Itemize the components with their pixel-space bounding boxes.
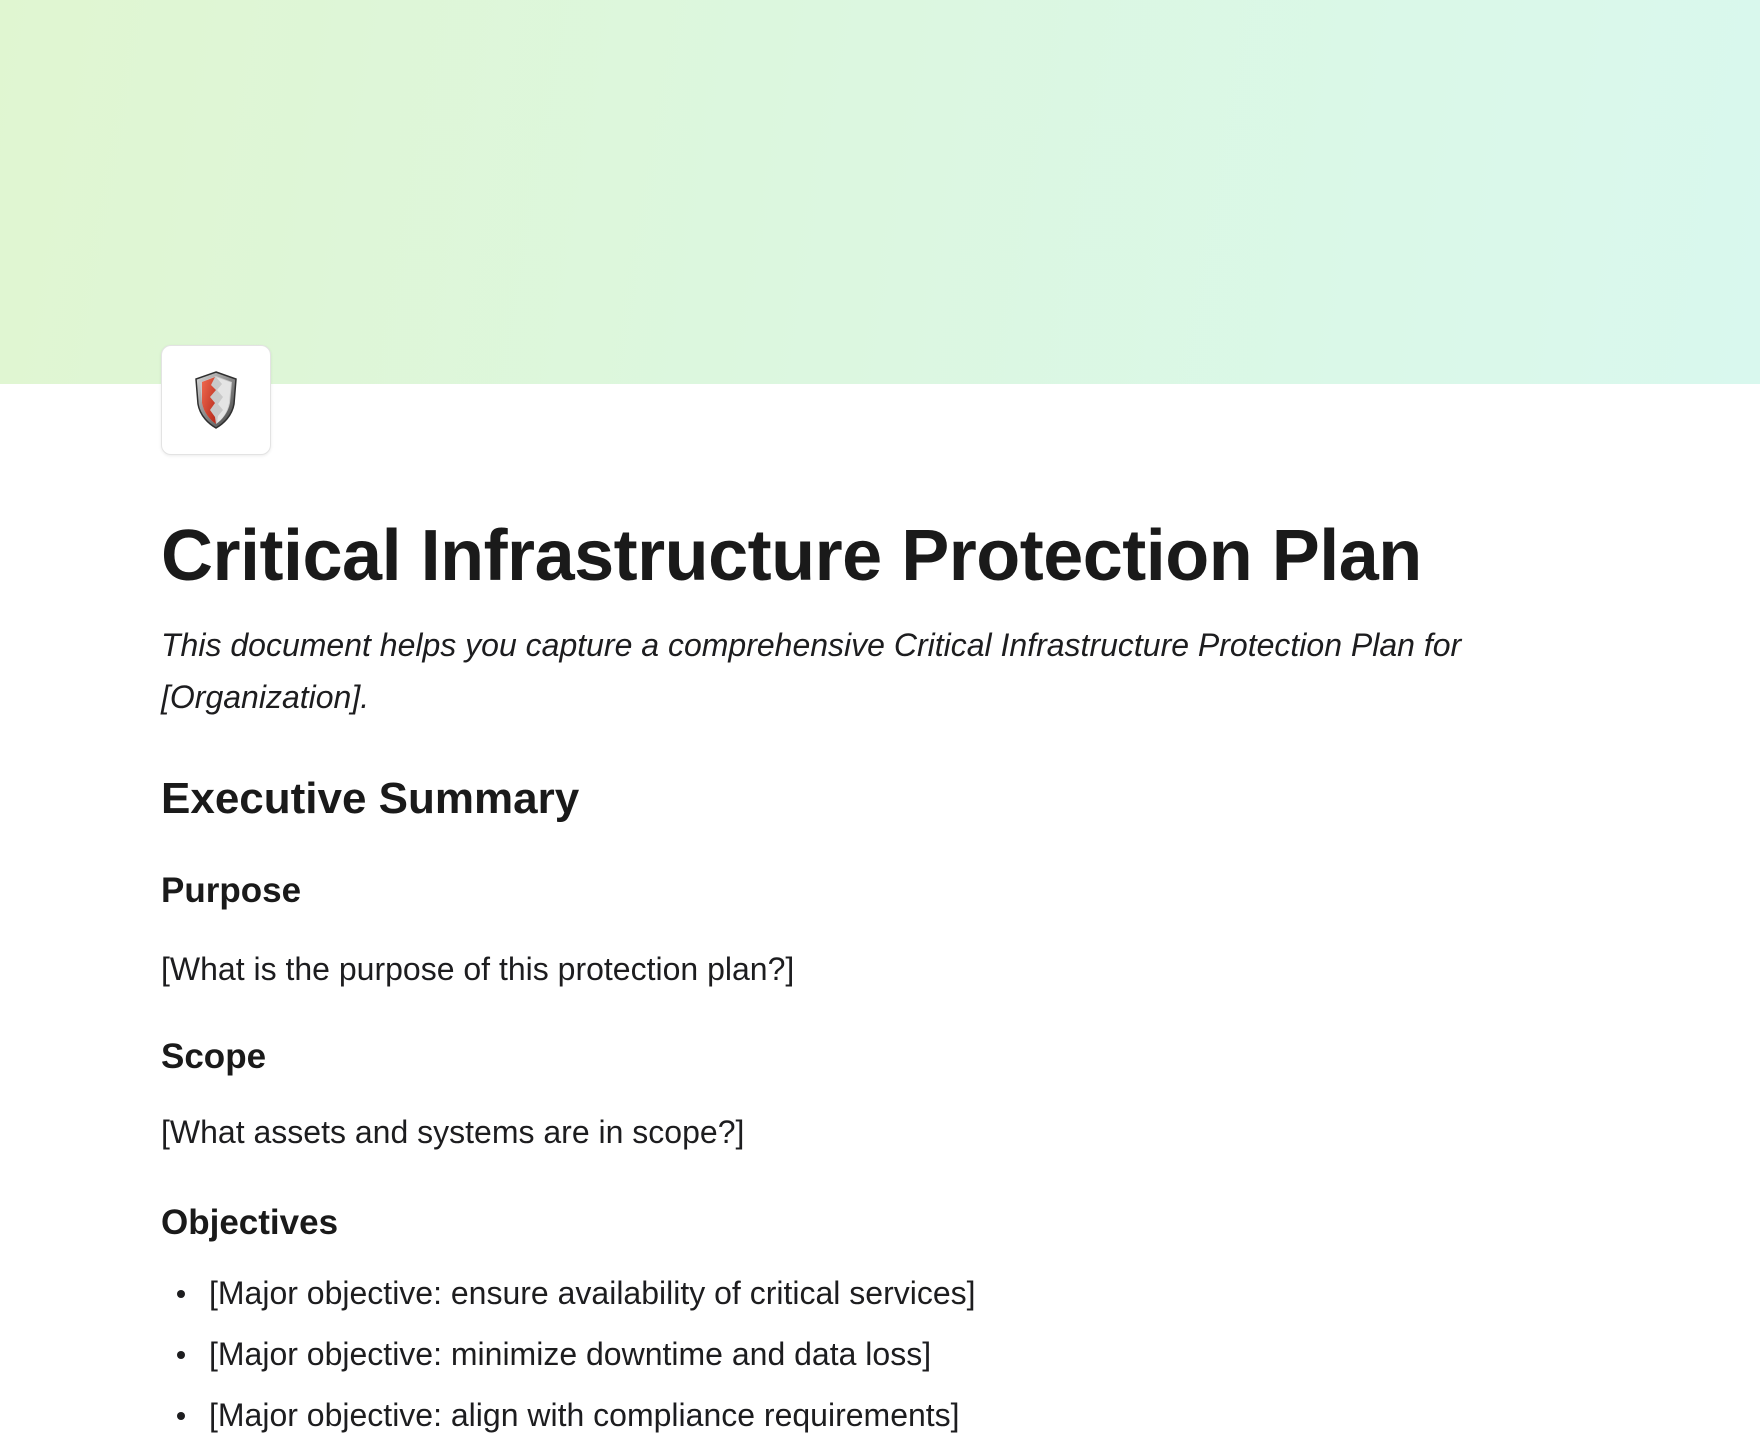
- scope-heading[interactable]: Scope: [161, 1037, 267, 1076]
- scope-text[interactable]: [What assets and systems are in scope?]: [161, 1114, 745, 1150]
- list-item[interactable]: [161, 1332, 976, 1393]
- purpose-heading[interactable]: Purpose: [161, 871, 302, 910]
- purpose-text[interactable]: [What is the purpose of this protection plan?]: [161, 951, 795, 987]
- page-subtitle[interactable]: This document helps you capture a comprehensive Critical Infrastructure Protection Plan for [Organization].: [161, 627, 1462, 715]
- bullet-icon: [177, 1290, 185, 1298]
- page-icon-button[interactable]: [161, 345, 271, 455]
- list-item-text: [Major objective: ensure availability of critical services]: [209, 1275, 976, 1311]
- list-item-text: [Major objective: minimize downtime and data loss]: [209, 1336, 932, 1372]
- objectives-list: [161, 1271, 976, 1454]
- page-title[interactable]: Critical Infrastructure Protection Plan: [161, 516, 1422, 596]
- list-item[interactable]: [161, 1393, 976, 1454]
- objectives-heading[interactable]: Objectives: [161, 1203, 339, 1242]
- shield-icon: [193, 370, 239, 430]
- bullet-icon: [177, 1351, 185, 1359]
- executive-summary-heading[interactable]: Executive Summary: [161, 774, 580, 823]
- list-item[interactable]: [161, 1271, 976, 1332]
- bullet-icon: [177, 1412, 185, 1420]
- cover-banner: [0, 0, 1760, 384]
- list-item-text: [Major objective: align with compliance requirements]: [209, 1397, 960, 1433]
